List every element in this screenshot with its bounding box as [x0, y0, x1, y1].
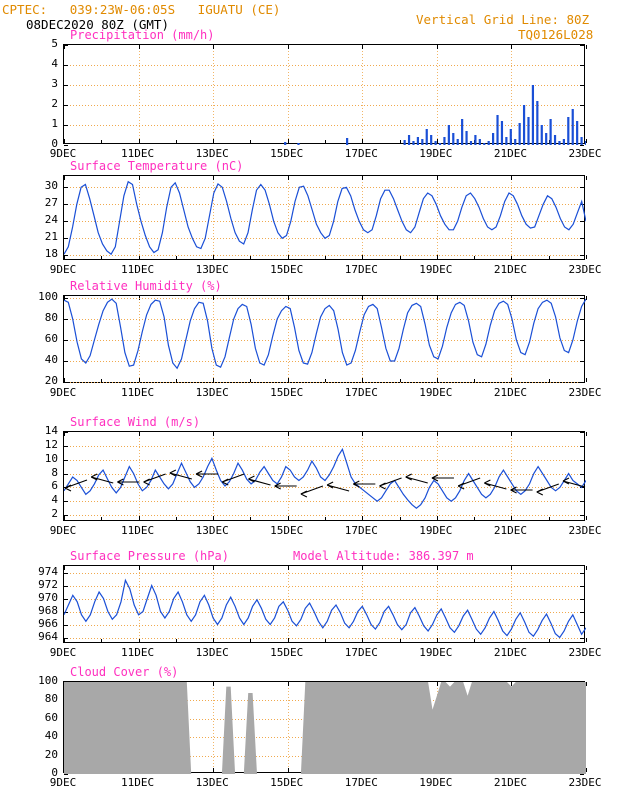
- x-tick: [586, 296, 587, 300]
- precipitation-bar: [284, 142, 286, 145]
- precipitation-bar: [567, 117, 569, 145]
- precipitation-bar: [492, 133, 494, 145]
- y-axis-label: 21: [44, 230, 58, 244]
- x-axis-label: 23DEC: [568, 776, 602, 789]
- wind-direction-arrow: [144, 474, 166, 485]
- relative-humidity-plot: [63, 295, 585, 383]
- precipitation-bar: [434, 141, 436, 145]
- y-tick: [64, 774, 68, 775]
- x-tick: [586, 516, 587, 520]
- y-axis-label: 972: [38, 577, 58, 591]
- precipitation-bar: [430, 135, 432, 145]
- y-axis-label: 968: [38, 603, 58, 617]
- x-axis-label: 11DEC: [121, 646, 155, 659]
- precipitation-bar: [527, 117, 529, 145]
- x-axis-label: 17DEC: [344, 776, 378, 789]
- y-axis-label: 12: [44, 437, 58, 451]
- x-axis-label: 19DEC: [419, 386, 453, 399]
- y-axis-label: 974: [38, 564, 58, 578]
- wind-direction-arrow: [91, 474, 113, 483]
- x-tick: [586, 378, 587, 382]
- x-axis-label: 15DEC: [270, 386, 304, 399]
- x-axis-label: 9DEC: [49, 776, 77, 789]
- wind-direction-arrow: [196, 471, 218, 477]
- precipitation-bar: [412, 141, 414, 145]
- precipitation-bar: [448, 125, 450, 145]
- x-axis-label: 11DEC: [121, 147, 155, 160]
- y-axis-label: 60: [44, 710, 58, 724]
- surface-pressure-series: [64, 566, 586, 644]
- precipitation-bar: [554, 135, 556, 145]
- y-axis-label: 60: [44, 332, 58, 345]
- y-axis-label: 1: [51, 117, 58, 130]
- precipitation-bar: [483, 143, 485, 145]
- precipitation-bar: [346, 138, 348, 145]
- header-station-line: CPTEC: 039:23W-06:05S IGUATU (CE): [2, 2, 281, 17]
- x-axis-label: 15DEC: [270, 147, 304, 160]
- precipitation-bar: [563, 139, 565, 145]
- precipitation-bar: [558, 141, 560, 145]
- precipitation-bar: [465, 131, 467, 145]
- x-axis-label: 23DEC: [568, 263, 602, 276]
- wind-direction-arrow: [275, 483, 297, 489]
- precipitation-bar: [488, 141, 490, 145]
- x-axis-label: 13DEC: [195, 386, 229, 399]
- y-axis-label: 100: [38, 674, 58, 687]
- wind-direction-arrow: [432, 475, 454, 481]
- x-axis-label: 15DEC: [270, 524, 304, 537]
- y-axis-label: 3: [51, 77, 58, 90]
- surface-temperature-series: [64, 176, 586, 261]
- relative-humidity-line: [64, 299, 586, 368]
- y-axis-label: 30: [44, 179, 58, 193]
- precipitation-bar: [461, 119, 463, 145]
- precipitation-plot: [63, 44, 585, 144]
- surface-wind-line: [64, 449, 586, 508]
- x-axis-label: 15DEC: [270, 776, 304, 789]
- precipitation-bar: [426, 129, 428, 145]
- y-axis-label: 4: [51, 57, 58, 70]
- surface-pressure-altitude-label: Model Altitude: 386.397 m: [293, 549, 474, 563]
- x-axis-label: 17DEC: [344, 646, 378, 659]
- wind-direction-arrow: [327, 482, 349, 491]
- precipitation-bar: [576, 121, 578, 145]
- y-axis-label: 100: [38, 290, 58, 304]
- x-axis-label: 9DEC: [49, 147, 77, 160]
- x-tick: [586, 176, 587, 180]
- x-axis-label: 21DEC: [493, 386, 527, 399]
- surface-wind-series: [64, 432, 586, 522]
- x-axis-label: 23DEC: [568, 386, 602, 399]
- precipitation-bar: [479, 139, 481, 145]
- surface-pressure-line: [64, 580, 586, 637]
- y-axis-label: 10: [44, 451, 58, 465]
- y-axis-label: 18: [44, 247, 58, 261]
- y-axis-label: 0: [51, 137, 58, 150]
- x-axis-label: 17DEC: [344, 386, 378, 399]
- x-tick: [586, 432, 587, 436]
- x-axis-label: 11DEC: [121, 386, 155, 399]
- y-axis-label: 8: [51, 465, 58, 479]
- x-axis-label: 13DEC: [195, 646, 229, 659]
- y-axis-label: 4: [51, 493, 58, 507]
- x-axis-label: 21DEC: [493, 524, 527, 537]
- x-tick: [586, 638, 587, 642]
- precipitation-title: Precipitation (mm/h): [70, 28, 215, 42]
- surface-temperature-plot: [63, 175, 585, 260]
- x-axis-label: 23DEC: [568, 646, 602, 659]
- x-axis-label: 13DEC: [195, 524, 229, 537]
- cloud-cover-plot: [63, 681, 585, 773]
- y-axis-label: 970: [38, 590, 58, 604]
- wind-direction-arrow: [301, 486, 323, 497]
- y-axis-label: 2: [51, 507, 58, 521]
- x-tick: [586, 768, 587, 772]
- wind-direction-arrow: [65, 480, 87, 491]
- header-date-line: 08DEC2020 80Z (GMT): [26, 17, 169, 32]
- precipitation-bar: [514, 139, 516, 145]
- x-axis-label: 11DEC: [121, 776, 155, 789]
- precipitation-bar: [545, 133, 547, 145]
- x-axis-label: 21DEC: [493, 776, 527, 789]
- precipitation-bar: [505, 137, 507, 145]
- relative-humidity-series: [64, 296, 586, 384]
- wind-direction-arrow: [170, 470, 192, 479]
- x-axis-label: 19DEC: [419, 776, 453, 789]
- x-axis-label: 13DEC: [195, 263, 229, 276]
- x-axis-label: 17DEC: [344, 263, 378, 276]
- precipitation-bar: [470, 141, 472, 145]
- x-tick: [586, 566, 587, 570]
- precipitation-bar: [443, 137, 445, 145]
- x-tick: [586, 45, 587, 49]
- cloud-cover-series: [64, 682, 586, 774]
- wind-direction-arrow: [537, 484, 559, 495]
- wind-direction-arrow: [563, 478, 585, 487]
- precipitation-bar: [550, 119, 552, 145]
- precipitation-bar: [417, 137, 419, 145]
- precipitation-bar: [541, 125, 543, 145]
- surface-temperature-title: Surface Temperature (nC): [70, 159, 244, 173]
- y-tick: [580, 774, 584, 775]
- x-axis-label: 13DEC: [195, 147, 229, 160]
- x-axis-label: 15DEC: [270, 263, 304, 276]
- x-axis-label: 21DEC: [493, 646, 527, 659]
- precipitation-bar: [532, 85, 534, 145]
- x-axis-label: 9DEC: [49, 263, 77, 276]
- wind-direction-arrow: [353, 481, 375, 487]
- precipitation-bar: [452, 133, 454, 145]
- x-axis-label: 23DEC: [568, 524, 602, 537]
- relative-humidity-title: Relative Humidity (%): [70, 279, 222, 293]
- precipitation-bar: [580, 137, 582, 145]
- x-axis-label: 13DEC: [195, 776, 229, 789]
- surface-pressure-title: Surface Pressure (hPa): [70, 549, 229, 563]
- y-axis-label: 966: [38, 616, 58, 630]
- y-axis-label: 27: [44, 196, 58, 210]
- x-axis-label: 17DEC: [344, 147, 378, 160]
- surface-pressure-plot: [63, 565, 585, 643]
- y-axis-label: 20: [44, 747, 58, 761]
- precipitation-bar: [572, 109, 574, 145]
- cloud-cover-area: [64, 682, 586, 774]
- precipitation-bar: [523, 105, 525, 145]
- precipitation-bar: [585, 141, 586, 145]
- header-vertical-grid-line: Vertical Grid Line: 80Z: [416, 12, 590, 27]
- x-tick: [586, 255, 587, 259]
- x-axis-label: 9DEC: [49, 386, 77, 399]
- surface-wind-title: Surface Wind (m/s): [70, 415, 201, 429]
- y-axis-label: 0: [51, 766, 58, 779]
- x-axis-label: 19DEC: [419, 646, 453, 659]
- x-axis-label: 11DEC: [121, 524, 155, 537]
- precipitation-bar: [501, 121, 503, 145]
- y-axis-label: 24: [44, 213, 58, 227]
- x-tick: [586, 682, 587, 686]
- precipitation-series: [64, 45, 586, 145]
- precipitation-bar: [536, 101, 538, 145]
- x-axis-label: 9DEC: [49, 646, 77, 659]
- precipitation-bar: [421, 139, 423, 145]
- x-tick: [586, 139, 587, 143]
- y-axis-label: 2: [51, 97, 58, 110]
- precipitation-bar: [457, 139, 459, 145]
- x-axis-label: 21DEC: [493, 147, 527, 160]
- y-axis-label: 6: [51, 479, 58, 493]
- wind-direction-arrow: [406, 474, 428, 483]
- x-axis-label: 19DEC: [419, 263, 453, 276]
- wind-direction-arrow: [222, 474, 244, 485]
- precipitation-bar: [474, 135, 476, 145]
- x-axis-label: 9DEC: [49, 524, 77, 537]
- y-axis-label: 20: [44, 373, 58, 387]
- x-axis-label: 21DEC: [493, 263, 527, 276]
- surface-temperature-line: [64, 182, 586, 255]
- y-axis-label: 964: [38, 629, 58, 643]
- y-axis-label: 80: [44, 311, 58, 325]
- x-axis-label: 23DEC: [568, 147, 602, 160]
- surface-wind-plot: [63, 431, 585, 521]
- y-tick: [580, 145, 584, 146]
- x-axis-label: 17DEC: [344, 524, 378, 537]
- x-axis-label: 11DEC: [121, 263, 155, 276]
- y-axis-label: 80: [44, 692, 58, 706]
- header-model-resolution: TQ0126L028: [518, 27, 594, 42]
- wind-direction-arrow: [511, 487, 533, 493]
- precipitation-bar: [439, 143, 441, 145]
- y-axis-label: 40: [44, 729, 58, 743]
- y-axis-label: 5: [51, 37, 58, 50]
- precipitation-bar: [510, 129, 512, 145]
- y-axis-label: 40: [44, 352, 58, 366]
- precipitation-bar: [496, 115, 498, 145]
- precipitation-bar: [297, 143, 299, 145]
- precipitation-bar: [519, 123, 521, 145]
- y-tick: [64, 145, 68, 146]
- y-axis-label: 14: [44, 424, 58, 437]
- precipitation-bar: [408, 135, 410, 145]
- precipitation-bar: [404, 140, 406, 145]
- x-axis-label: 15DEC: [270, 646, 304, 659]
- cloud-cover-title: Cloud Cover (%): [70, 665, 179, 679]
- x-axis-label: 19DEC: [419, 147, 453, 160]
- x-axis-label: 19DEC: [419, 524, 453, 537]
